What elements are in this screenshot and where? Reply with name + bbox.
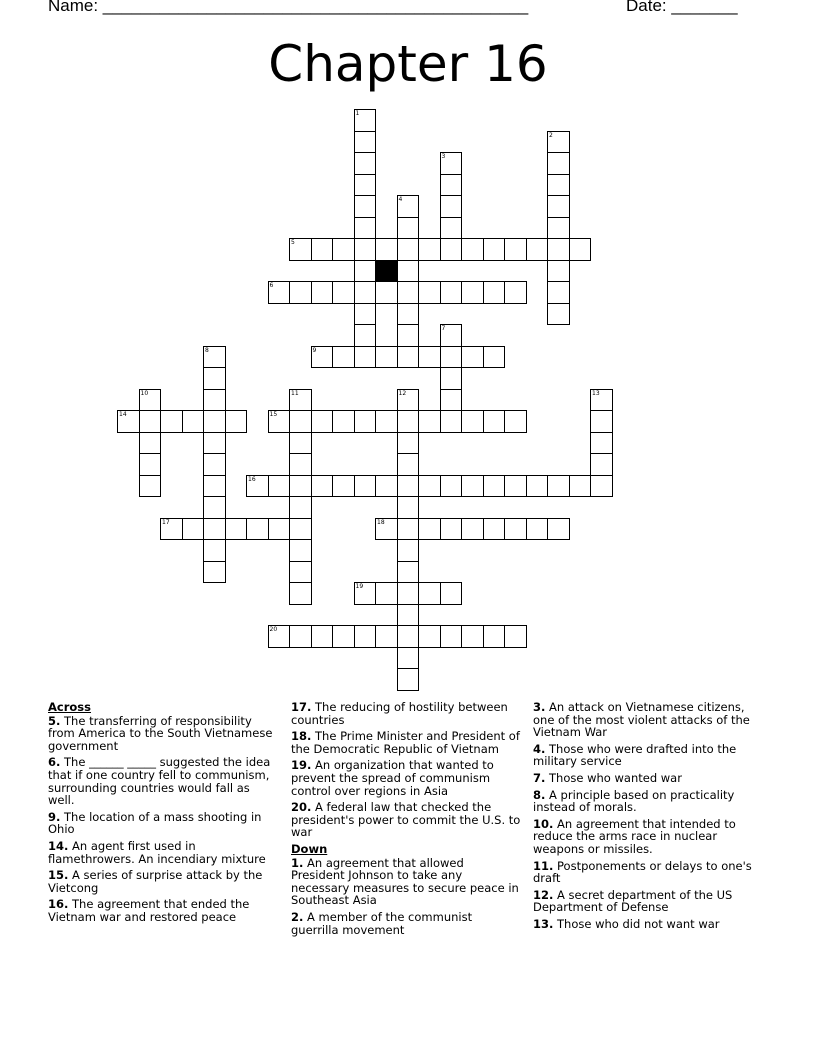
grid-cell[interactable] [354, 260, 377, 283]
grid-block [375, 260, 398, 283]
cell-number: 16 [248, 475, 256, 483]
grid-cell[interactable] [547, 260, 570, 283]
grid-cell[interactable] [268, 625, 291, 648]
grid-cell[interactable] [203, 453, 226, 476]
clue-text: A federal law that checked the president's power to commit the U.S. to war [291, 800, 521, 840]
grid-cell[interactable] [418, 410, 441, 433]
grid-cell[interactable] [504, 625, 527, 648]
clue-number: 11. [533, 858, 554, 873]
clue-number: 8. [533, 787, 546, 802]
grid-cell[interactable] [354, 131, 377, 154]
grid-cell[interactable] [504, 475, 527, 498]
grid-cell[interactable] [311, 238, 334, 261]
clue-text: The transferring of responsibility from America to the South Vietnamese government [48, 713, 273, 753]
grid-cell[interactable] [354, 410, 377, 433]
grid-cell[interactable] [440, 367, 463, 390]
grid-cell[interactable] [569, 238, 592, 261]
grid-cell[interactable] [547, 303, 570, 326]
grid-cell[interactable] [268, 410, 291, 433]
grid-cell[interactable] [203, 561, 226, 584]
clue-number: 10. [533, 816, 554, 831]
grid-cell[interactable] [225, 410, 248, 433]
grid-cell[interactable] [354, 324, 377, 347]
grid-cell[interactable] [418, 238, 441, 261]
grid-cell[interactable] [547, 131, 570, 154]
grid-cell[interactable] [182, 410, 205, 433]
clue-number: 2. [291, 909, 304, 924]
clue-item [291, 857, 521, 907]
clue-item [533, 701, 763, 739]
clue-text: An agreement that allowed President Johnson to take any necessary measures to secure peace in Southeast Asia [291, 855, 519, 908]
cell-number: 11 [291, 389, 299, 397]
across-clue-list [48, 715, 278, 924]
grid-cell[interactable] [354, 281, 377, 304]
grid-cell[interactable] [375, 410, 398, 433]
grid-cell[interactable] [440, 410, 463, 433]
grid-cell[interactable] [375, 238, 398, 261]
grid-cell[interactable] [483, 475, 506, 498]
clue-text: A principle based on practicality instead of morals. [533, 787, 735, 815]
grid-cell[interactable] [526, 238, 549, 261]
grid-cell[interactable] [526, 475, 549, 498]
clue-column-3 [533, 701, 763, 935]
grid-cell[interactable] [547, 152, 570, 175]
grid-cell[interactable] [440, 281, 463, 304]
grid-cell[interactable] [203, 539, 226, 562]
grid-cell[interactable] [375, 281, 398, 304]
grid-cell[interactable] [547, 174, 570, 197]
grid-cell[interactable] [483, 625, 506, 648]
grid-cell[interactable] [289, 432, 312, 455]
grid-cell[interactable] [332, 410, 355, 433]
grid-cell[interactable] [311, 281, 334, 304]
grid-cell[interactable] [203, 367, 226, 390]
grid-cell[interactable] [590, 389, 613, 412]
name-field[interactable]: Name: _____________________________________________ [48, 0, 529, 15]
grid-cell[interactable] [397, 432, 420, 455]
date-field[interactable]: Date: _______ [626, 0, 738, 15]
clue-item [291, 701, 521, 726]
grid-cell[interactable] [397, 346, 420, 369]
grid-cell[interactable] [547, 195, 570, 218]
grid-cell[interactable] [203, 389, 226, 412]
grid-cell[interactable] [547, 217, 570, 240]
grid-cell[interactable] [590, 432, 613, 455]
grid-cell[interactable] [354, 195, 377, 218]
clue-text: The reducing of hostility between countries [291, 700, 508, 727]
grid-cell[interactable] [203, 346, 226, 369]
grid-cell[interactable] [440, 346, 463, 369]
grid-cell[interactable] [139, 389, 162, 412]
grid-cell[interactable] [375, 582, 398, 605]
clue-item [48, 840, 278, 865]
grid-cell[interactable] [440, 625, 463, 648]
grid-cell[interactable] [440, 217, 463, 240]
clue-text: The location of a mass shooting in Ohio [48, 809, 262, 837]
clue-number: 19. [291, 758, 312, 773]
grid-cell[interactable] [354, 582, 377, 605]
cell-number: 15 [269, 411, 278, 418]
grid-cell[interactable] [268, 475, 291, 498]
grid-cell[interactable] [418, 518, 441, 541]
clue-number: 13. [533, 916, 554, 931]
cell-number: 4 [398, 196, 403, 203]
grid-cell[interactable] [418, 281, 441, 304]
grid-cell[interactable] [289, 561, 312, 584]
grid-cell[interactable] [590, 453, 613, 476]
clue-item [48, 869, 278, 894]
cell-number: 20 [269, 626, 278, 633]
clue-number: 5. [48, 713, 61, 728]
clue-number: 15. [48, 868, 69, 883]
grid-cell[interactable] [547, 518, 570, 541]
across-clue-list-continued [291, 701, 521, 839]
clue-number: 7. [533, 770, 546, 785]
grid-cell[interactable] [526, 518, 549, 541]
grid-cell[interactable] [483, 281, 506, 304]
clue-text: An organization that wanted to prevent the spread of communism control over regions in Asia [291, 758, 494, 798]
page-title: Chapter 16 [268, 35, 548, 93]
grid-cell[interactable] [289, 410, 312, 433]
grid-cell[interactable] [117, 410, 140, 433]
grid-cell[interactable] [569, 475, 592, 498]
grid-cell[interactable] [440, 582, 463, 605]
cell-number: 17 [162, 518, 170, 526]
grid-cell[interactable] [354, 303, 377, 326]
grid-cell[interactable] [440, 238, 463, 261]
clue-column-2 [291, 701, 521, 940]
clue-text: Those who were drafted into the military service [533, 741, 737, 769]
grid-cell[interactable] [375, 625, 398, 648]
grid-cell[interactable] [375, 475, 398, 498]
grid-cell[interactable] [332, 475, 355, 498]
clue-item [48, 756, 278, 806]
grid-cell[interactable] [397, 475, 420, 498]
cell-number: 12 [398, 389, 407, 397]
cell-number: 5 [291, 239, 295, 246]
grid-cell[interactable] [289, 281, 312, 304]
grid-cell[interactable] [483, 346, 506, 369]
grid-cell[interactable] [354, 152, 377, 175]
grid-cell[interactable] [311, 346, 334, 369]
grid-cell[interactable] [440, 152, 463, 175]
grid-cell[interactable] [139, 453, 162, 476]
clue-item [533, 789, 763, 814]
clue-number: 14. [48, 838, 69, 853]
grid-cell[interactable] [504, 281, 527, 304]
grid-cell[interactable] [461, 346, 484, 369]
grid-cell[interactable] [397, 561, 420, 584]
clue-item [48, 715, 278, 753]
cell-number: 3 [441, 153, 446, 160]
cell-number: 6 [269, 282, 274, 289]
grid-cell[interactable] [203, 475, 226, 498]
clue-item [291, 911, 521, 936]
grid-cell[interactable] [311, 475, 334, 498]
grid-cell[interactable] [547, 475, 570, 498]
grid-cell[interactable] [203, 432, 226, 455]
grid-cell[interactable] [246, 475, 269, 498]
clue-text: A secret department of the US Department of Defense [533, 887, 733, 915]
grid-cell[interactable] [203, 518, 226, 541]
grid-cell[interactable] [354, 625, 377, 648]
grid-cell[interactable] [311, 625, 334, 648]
grid-cell[interactable] [590, 410, 613, 433]
grid-cell[interactable] [332, 281, 355, 304]
down-heading: Down [291, 841, 328, 856]
clue-text: The ______ _____ suggested the idea that if one country fell to communism, surrounding countries would fall as well. [48, 755, 271, 808]
grid-cell[interactable] [461, 281, 484, 304]
grid-cell[interactable] [354, 109, 377, 132]
clue-text: An attack on Vietnamese citizens, one of the most violent attacks of the Vietnam War [533, 700, 750, 740]
grid-cell[interactable] [397, 453, 420, 476]
grid-cell[interactable] [440, 475, 463, 498]
grid-cell[interactable] [332, 346, 355, 369]
grid-cell[interactable] [461, 475, 484, 498]
clue-number: 16. [48, 897, 69, 912]
grid-cell[interactable] [440, 518, 463, 541]
grid-cell[interactable] [440, 324, 463, 347]
clue-item [533, 889, 763, 914]
grid-cell[interactable] [225, 518, 248, 541]
down-clue-list [291, 857, 521, 937]
cell-number: 8 [205, 346, 209, 354]
grid-cell[interactable] [332, 625, 355, 648]
grid-cell[interactable] [397, 217, 420, 240]
clue-text: Postponements or delays to one's draft [533, 858, 752, 886]
grid-cell[interactable] [483, 518, 506, 541]
grid-cell[interactable] [397, 260, 420, 283]
grid-cell[interactable] [440, 195, 463, 218]
clue-number: 18. [291, 729, 312, 744]
grid-cell[interactable] [354, 346, 377, 369]
grid-cell[interactable] [397, 281, 420, 304]
clue-number: 6. [48, 755, 61, 770]
grid-cell[interactable] [397, 518, 420, 541]
cell-number: 9 [312, 346, 317, 354]
clue-item [533, 772, 763, 785]
grid-cell[interactable] [203, 496, 226, 519]
clue-text: Those who wanted war [545, 770, 682, 785]
cell-number: 13 [592, 389, 600, 397]
cell-number: 10 [140, 389, 149, 397]
clue-column-1 [48, 701, 278, 928]
grid-cell[interactable] [354, 475, 377, 498]
grid-cell[interactable] [268, 281, 291, 304]
grid-cell[interactable] [354, 238, 377, 261]
grid-cell[interactable] [289, 496, 312, 519]
across-heading: Across [48, 700, 91, 714]
grid-cell[interactable] [397, 539, 420, 562]
clue-number: 12. [533, 887, 554, 902]
clue-item [291, 759, 521, 797]
grid-cell[interactable] [397, 410, 420, 433]
grid-cell[interactable] [397, 668, 420, 691]
grid-cell[interactable] [375, 346, 398, 369]
grid-cell[interactable] [418, 582, 441, 605]
grid-cell[interactable] [440, 174, 463, 197]
grid-cell[interactable] [590, 475, 613, 498]
grid-cell[interactable] [418, 475, 441, 498]
grid-cell[interactable] [203, 410, 226, 433]
grid-cell[interactable] [397, 303, 420, 326]
cell-number: 19 [355, 583, 364, 590]
grid-cell[interactable] [354, 217, 377, 240]
grid-cell[interactable] [139, 475, 162, 498]
clue-number: 20. [291, 800, 312, 815]
clue-item [533, 918, 763, 931]
grid-cell[interactable] [547, 238, 570, 261]
grid-cell[interactable] [246, 518, 269, 541]
clue-item [533, 860, 763, 885]
grid-cell[interactable] [504, 238, 527, 261]
grid-cell[interactable] [160, 410, 183, 433]
grid-cell[interactable] [397, 238, 420, 261]
clue-text: The Prime Minister and President of the Democratic Republic of Vietnam [291, 729, 520, 756]
grid-cell[interactable] [397, 604, 420, 627]
grid-cell[interactable] [418, 346, 441, 369]
grid-cell[interactable] [461, 238, 484, 261]
grid-cell[interactable] [289, 475, 312, 498]
grid-cell[interactable] [139, 410, 162, 433]
grid-cell[interactable] [461, 625, 484, 648]
cell-number: 18 [377, 518, 385, 526]
clue-item [533, 818, 763, 856]
clue-text: A member of the communist guerrilla movement [291, 909, 473, 937]
cell-number: 7 [441, 325, 446, 332]
grid-cell[interactable] [461, 410, 484, 433]
clue-text: Those who did not want war [553, 916, 720, 931]
clue-number: 1. [291, 855, 304, 870]
grid-cell[interactable] [483, 238, 506, 261]
grid-cell[interactable] [354, 174, 377, 197]
down-clue-list-continued [533, 701, 763, 931]
grid-cell[interactable] [397, 195, 420, 218]
clue-item [533, 743, 763, 768]
clue-number: 17. [291, 700, 312, 714]
grid-cell[interactable] [332, 238, 355, 261]
grid-cell[interactable] [139, 432, 162, 455]
grid-cell[interactable] [311, 410, 334, 433]
cell-number: 1 [355, 110, 360, 117]
grid-cell[interactable] [289, 453, 312, 476]
grid-cell[interactable] [397, 496, 420, 519]
grid-cell[interactable] [504, 410, 527, 433]
clue-text: An agreement that intended to reduce the arms race in nuclear weapons or missiles. [533, 816, 736, 856]
clue-number: 4. [533, 741, 546, 756]
grid-cell[interactable] [289, 238, 312, 261]
clue-number: 9. [48, 809, 61, 824]
grid-cell[interactable] [289, 539, 312, 562]
clue-item [48, 811, 278, 836]
grid-cell[interactable] [289, 625, 312, 648]
clue-item [48, 898, 278, 923]
grid-cell[interactable] [182, 518, 205, 541]
clue-item [291, 730, 521, 755]
clue-text: The agreement that ended the Vietnam war and restored peace [48, 897, 250, 924]
grid-cell[interactable] [397, 324, 420, 347]
cell-number: 2 [549, 131, 553, 139]
grid-cell[interactable] [289, 582, 312, 605]
grid-cell[interactable] [289, 518, 312, 541]
grid-cell[interactable] [483, 410, 506, 433]
grid-cell[interactable] [160, 518, 183, 541]
cell-number: 14 [119, 411, 127, 418]
grid-cell[interactable] [547, 281, 570, 304]
grid-cell[interactable] [397, 647, 420, 670]
grid-cell[interactable] [461, 518, 484, 541]
grid-cell[interactable] [440, 389, 463, 412]
grid-cell[interactable] [268, 518, 291, 541]
clue-item [291, 801, 521, 839]
grid-cell[interactable] [418, 625, 441, 648]
grid-cell[interactable] [397, 625, 420, 648]
clue-text: An agent first used in flamethrowers. An incendiary mixture [48, 838, 266, 866]
grid-cell[interactable] [504, 518, 527, 541]
clue-text: A series of surprise attack by the Vietcong [48, 868, 263, 895]
grid-cell[interactable] [397, 582, 420, 605]
clue-number: 3. [533, 700, 546, 714]
grid-cell[interactable] [375, 518, 398, 541]
grid-cell[interactable] [289, 389, 312, 412]
grid-cell[interactable] [397, 389, 420, 412]
